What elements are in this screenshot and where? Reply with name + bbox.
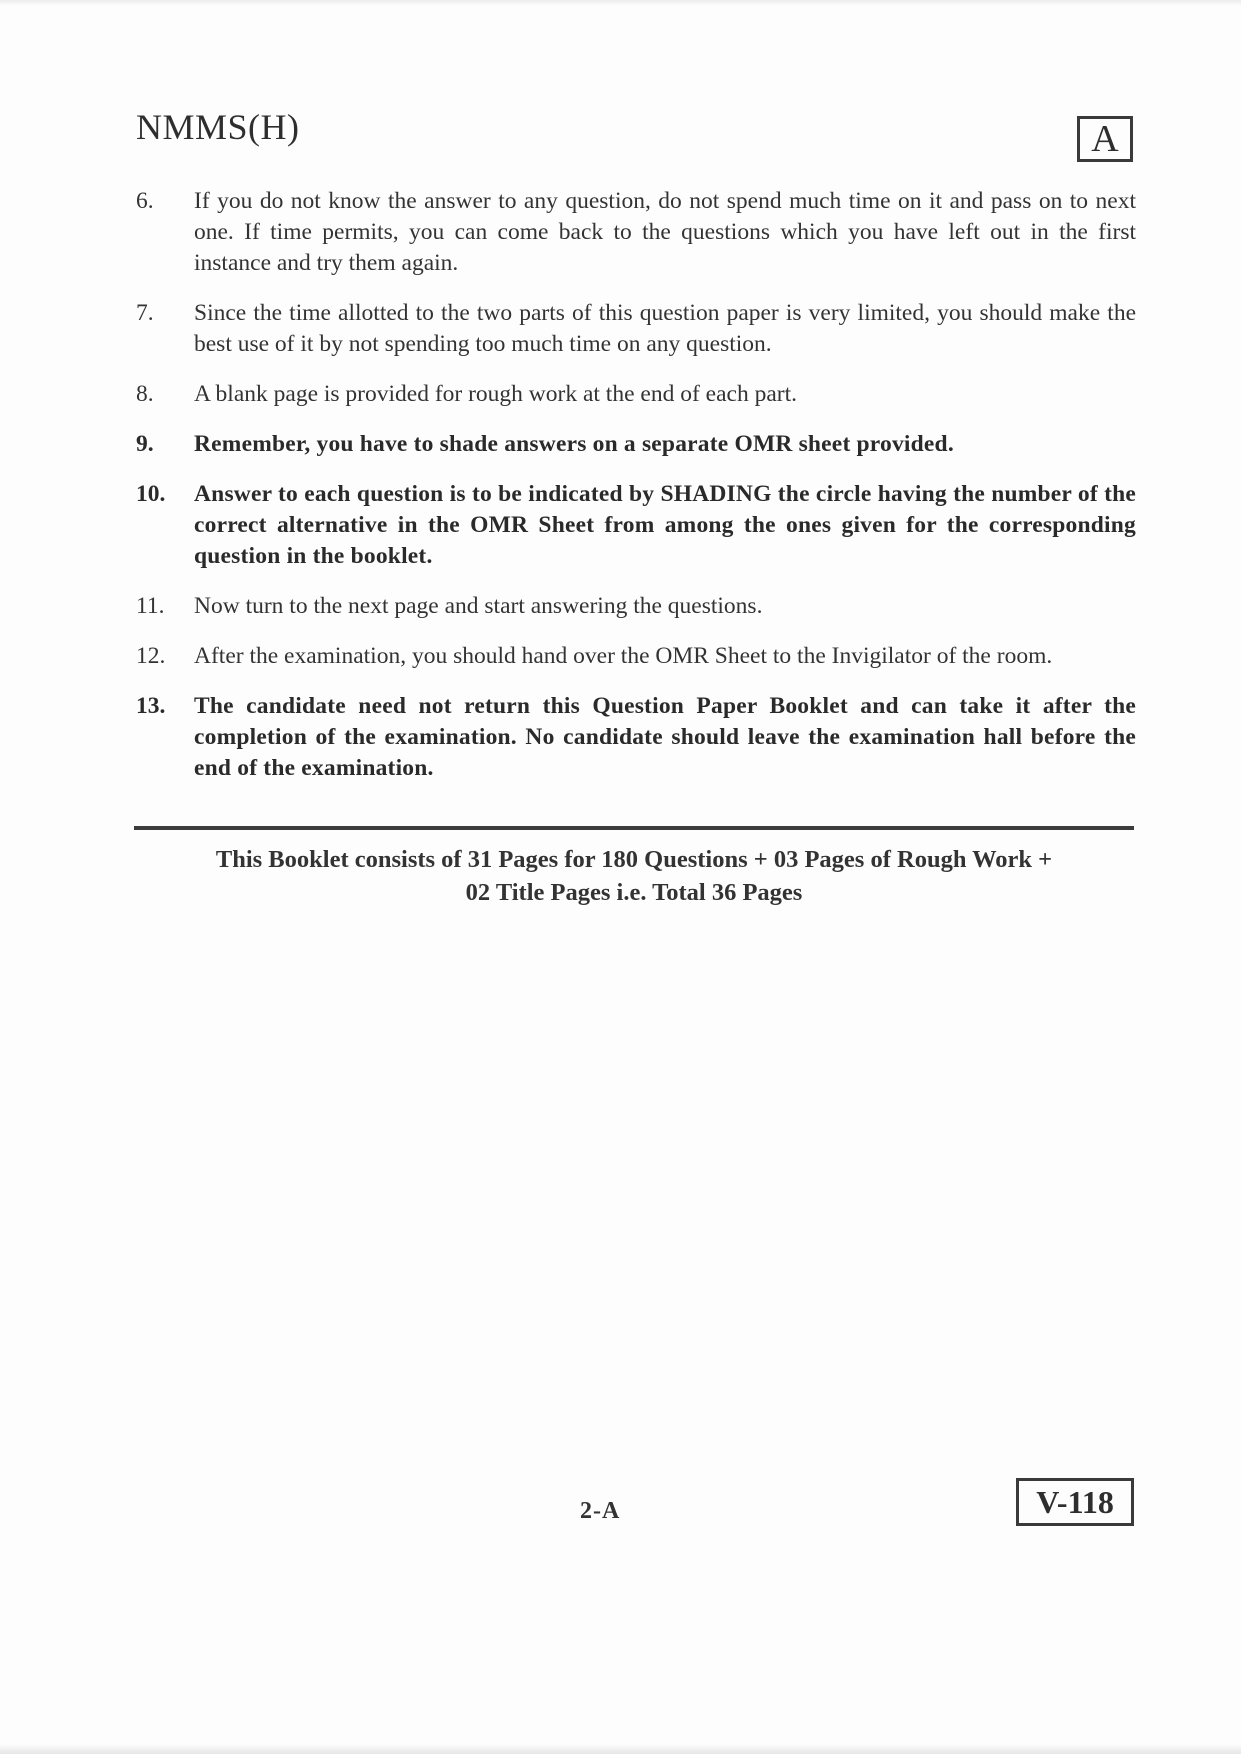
instruction-text: Now turn to the next page and start answering the questions. [194, 593, 763, 619]
instruction-number: 12. [136, 643, 166, 669]
booklet-summary [134, 843, 1134, 909]
instruction-number: 8. [136, 381, 154, 407]
summary-line-2: 02 Title Pages i.e. Total 36 Pages [465, 879, 803, 906]
instruction-number: 11. [136, 593, 165, 619]
instructions-list [136, 186, 1136, 803]
instruction-item [136, 641, 1136, 672]
scan-edge-top [0, 0, 1241, 6]
instruction-item [136, 379, 1136, 410]
instruction-item [136, 691, 1136, 784]
instruction-item [136, 591, 1136, 622]
instruction-text: If you do not know the answer to any question, do not spend much time on it and pass on to next one. If time permits, you can come back to the questions which you have left out in the first instance and try them again. [194, 188, 1136, 276]
summary-line-1: This Booklet consists of 31 Pages for 180 Questions + 03 Pages of Rough Work + [215, 846, 1053, 873]
instruction-number: 9. [136, 431, 154, 457]
instruction-item [136, 429, 1136, 460]
instruction-item [136, 298, 1136, 360]
instruction-text: Since the time allotted to the two parts of this question paper is very limited, you should make the best use of it by not spending too much time on any question. [194, 300, 1136, 357]
instruction-text: Answer to each question is to be indicated by SHADING the circle having the number of the correct alternative in the OMR Sheet from among the ones given for the corresponding question in the booklet. [194, 481, 1136, 569]
instruction-number: 10. [136, 481, 166, 507]
instruction-text: After the examination, you should hand over the OMR Sheet to the Invigilator of the room. [194, 643, 1053, 669]
scan-edge-bottom [0, 1744, 1241, 1754]
instruction-text: A blank page is provided for rough work at the end of each part. [194, 381, 797, 407]
page-number: 2-A [580, 1498, 621, 1524]
horizontal-rule [134, 826, 1134, 830]
instruction-number: 6. [136, 188, 154, 214]
paper-code: V-118 [1016, 1478, 1134, 1526]
instruction-item [136, 479, 1136, 572]
booklet-set-code: A [1077, 116, 1133, 162]
instruction-text: Remember, you have to shade answers on a separate OMR sheet provided. [194, 431, 954, 457]
instruction-item [136, 186, 1136, 279]
instruction-text: The candidate need not return this Question Paper Booklet and can take it after the completion of the examination. No candidate should leave the examination hall before the end of the examination. [194, 693, 1136, 781]
instruction-number: 7. [136, 300, 154, 326]
exam-title: NMMS(H) [136, 107, 300, 147]
instruction-number: 13. [136, 693, 166, 719]
